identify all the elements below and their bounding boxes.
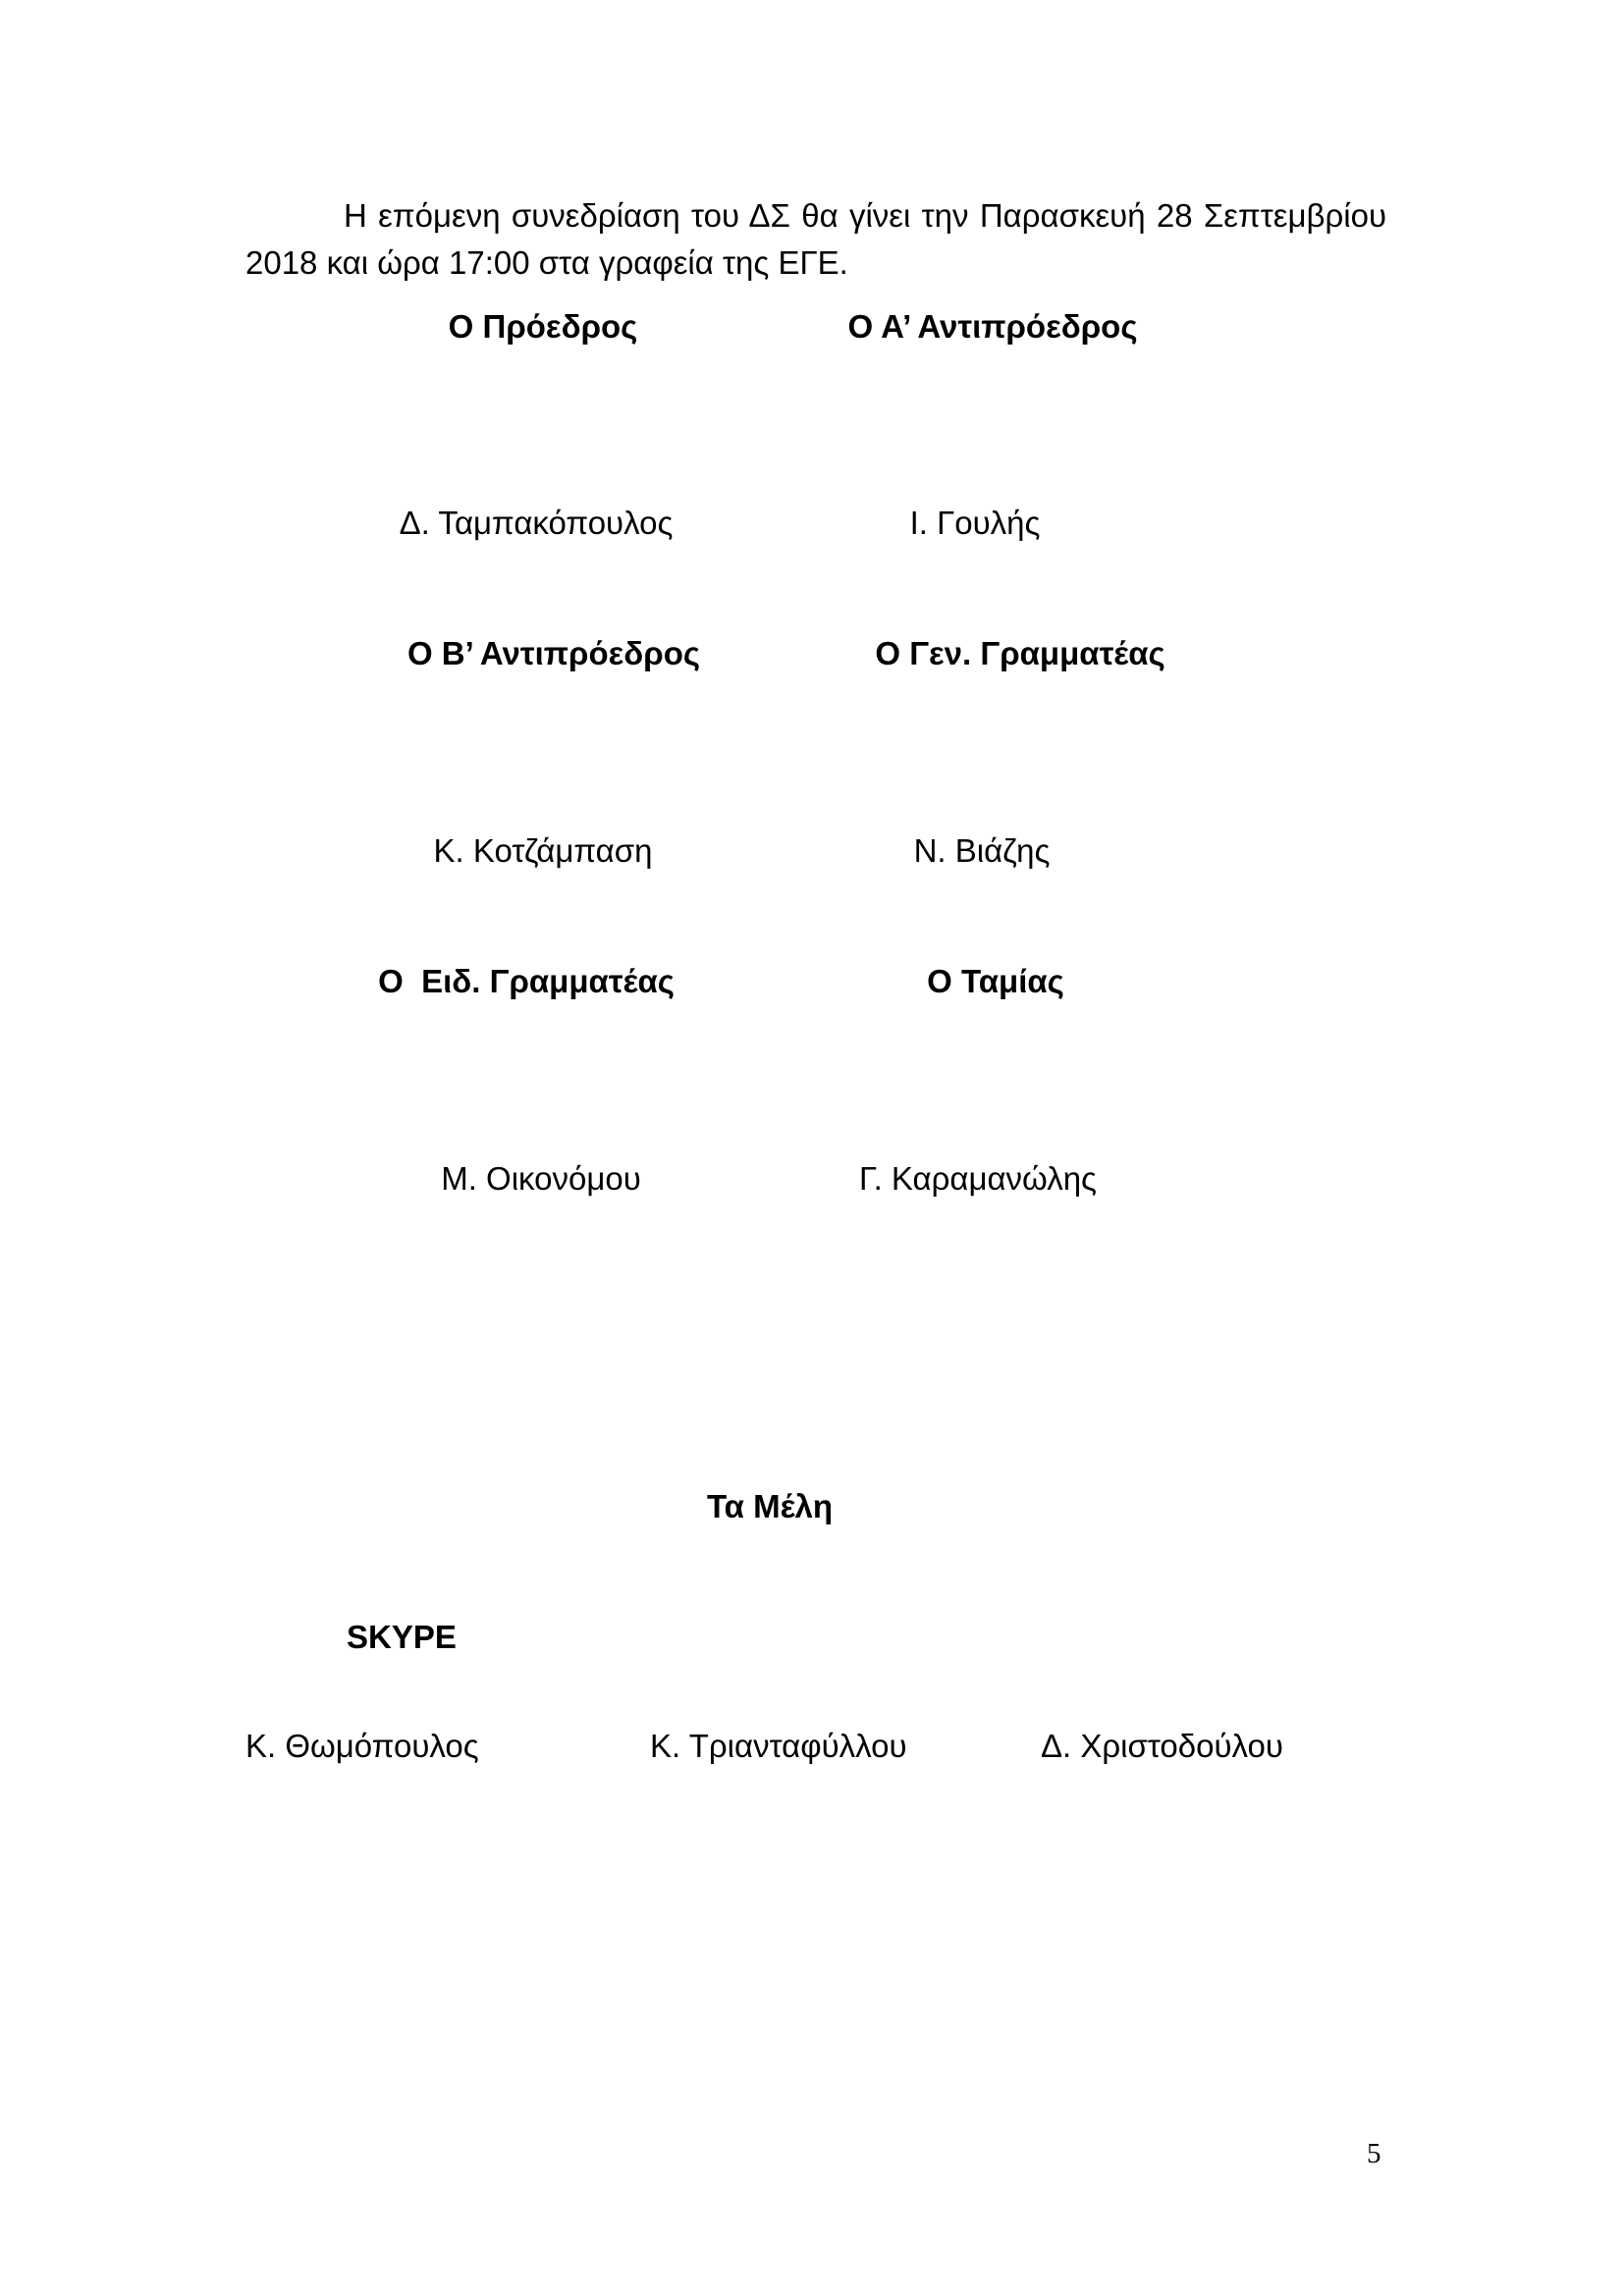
- signatory-name-general-secretary: Ν. Βιάζης: [913, 832, 1051, 869]
- paragraph-line-1: Η επόμενη συνεδρίαση του ΔΣ θα γίνει την Παρασκευή 28 Σεπτεμβρίου: [344, 197, 1386, 234]
- skype-label: SKYPE: [347, 1619, 457, 1655]
- member-name: Κ. Θωμόπουλος: [245, 1728, 479, 1764]
- signatory-title-treasurer: Ο Ταμίας: [927, 963, 1064, 999]
- members-heading: Τα Μέλη: [706, 1488, 834, 1524]
- page-number: 5: [1367, 2138, 1381, 2169]
- member-name: Δ. Χριστοδούλου: [1041, 1728, 1283, 1764]
- paragraph-line-2: 2018 και ώρα 17:00 στα γραφεία της ΕΓΕ.: [245, 244, 848, 281]
- signatory-name-a-vice-president: Ι. Γουλής: [909, 505, 1041, 541]
- signatory-title-b-vice-president: Ο Β’ Αντιπρόεδρος: [406, 635, 701, 671]
- signatory-name-b-vice-president: Κ. Κοτζάμπαση: [433, 832, 653, 869]
- signatory-name-special-secretary: Μ. Οικονόμου: [441, 1160, 641, 1197]
- signatory-name-treasurer: Γ. Καραμανώλης: [859, 1160, 1097, 1197]
- signatory-title-a-vice-president: Ο Α’ Αντιπρόεδρος: [847, 308, 1138, 345]
- signatory-name-president: Δ. Ταμπακόπουλος: [399, 505, 674, 541]
- signatory-title-president: Ο Πρόεδρος: [448, 308, 638, 345]
- meeting-announcement-paragraph: [245, 192, 1386, 287]
- signatory-title-general-secretary: Ο Γεν. Γραμματέας: [875, 635, 1165, 671]
- signatory-title-special-secretary: Ο Ειδ. Γραμματέας: [378, 963, 675, 999]
- member-name: Κ. Τριανταφύλλου: [650, 1728, 907, 1764]
